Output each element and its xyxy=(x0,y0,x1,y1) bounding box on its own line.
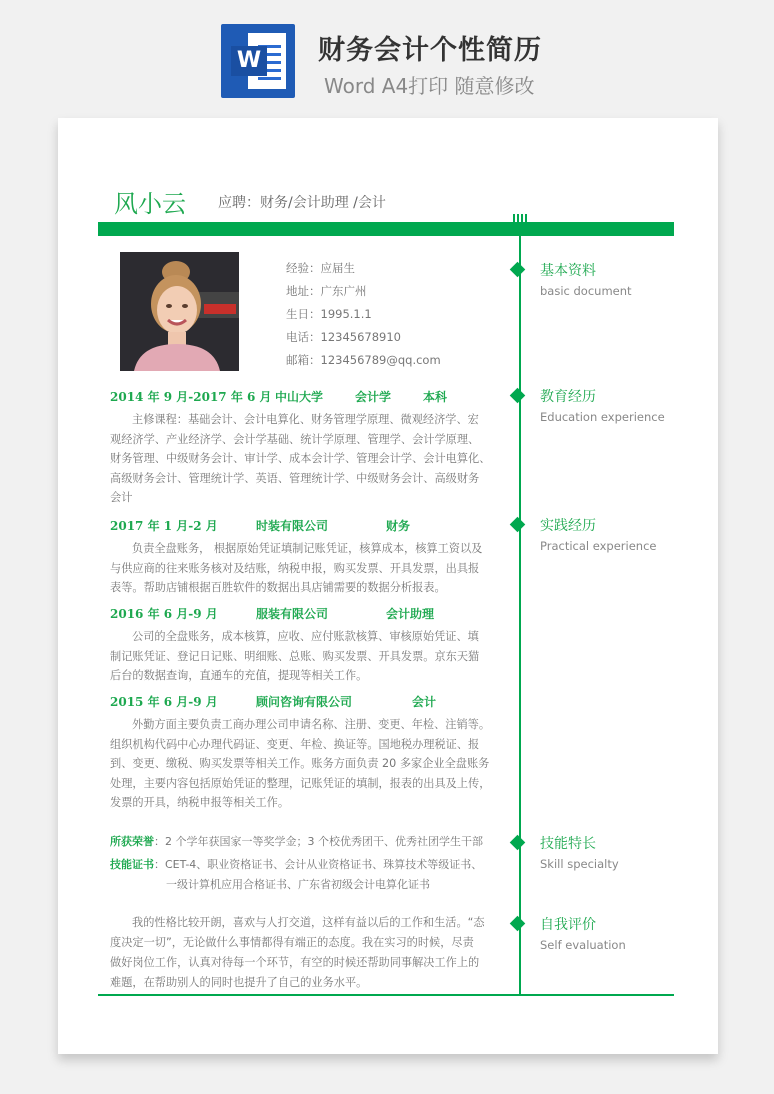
diamond-marker-icon xyxy=(510,916,526,932)
portrait-photo xyxy=(120,252,239,371)
section-subtitle: Self evaluation xyxy=(540,938,626,952)
word-letter: W xyxy=(231,46,267,76)
bar-tick-marks xyxy=(513,214,527,222)
job-role: 会计 xyxy=(412,695,437,709)
job-description: 负责全盘账务， 根据原始凭证填制记账凭证，核算成本，核算工资以及 与供应商的往来账务核对及结账，纳税申报，购买发票、开具发票，出具报 表等。帮助店铺根据百胜软件的数据出具店铺需要的数据分析报表。 xyxy=(110,542,483,594)
word-document-icon xyxy=(221,24,295,98)
certs-line-2: 一级计算机应用合格证书、广东省初级会计电算化证书 xyxy=(166,878,430,891)
certs-line xyxy=(110,856,482,872)
job-company: 时装有限公司 xyxy=(256,519,329,533)
portrait-photo-icon xyxy=(120,252,239,371)
self-evaluation-text: 我的性格比较开朗，喜欢与人打交道，这样有益以后的工作和生活。“态 度决定一切”，无论做什么事情都得有端正的态度。我在实习的时候，尽责 做好岗位工作，认真对待每一个环节，有空的时候还帮助同事解决工作上的 难题，在帮助别人的同时也提升了自己的业务水平。 xyxy=(110,916,485,989)
honors-line xyxy=(110,833,483,849)
candidate-name: 风小云 xyxy=(114,190,186,218)
certs-text: ：CET-4、职业资格证书、会计从业资格证书、珠算技术等级证书、 xyxy=(154,858,483,871)
info-phone: 电话：12345678910 xyxy=(286,330,401,344)
header-banner xyxy=(0,0,774,118)
honors-text: ：2 个学年获国家一等奖学金；3 个校优秀团干、优秀社团学生干部 xyxy=(154,835,483,848)
job-description: 公司的全盘账务，成本核算，应收、应付账款核算、审核原始凭证、填 制记账凭证、登记日记账、明细账、总账、购买发票、开具发票。京东天猫 后台的数据查询，直通车的充值，提现等相关工作。 xyxy=(110,630,480,682)
education-period: 2014 年 9 月-2017 年 6 月 xyxy=(110,390,272,404)
job-period: 2016 年 6 月-9 月 xyxy=(110,607,218,621)
education-courses: 主修课程：基础会计、会计电算化、财务管理学原理、微观经济学、宏 观经济学、产业经济学、会计学基础、统计学原理、管理学、会计学原理、 财务管理、中级财务会计、审计学、成本会计学、管理会计学、会计电算化、 高级财务会计、管理统计学、英语、管理统计学、中级财务会计、高级财务 会计 xyxy=(110,413,491,504)
section-subtitle: basic document xyxy=(540,284,632,298)
job-company: 服装有限公司 xyxy=(256,607,329,621)
certs-label: 技能证书 xyxy=(110,858,154,871)
job-role: 会计助理 xyxy=(386,607,435,621)
job-period: 2015 年 6 月-9 月 xyxy=(110,695,218,709)
education-major: 会计学 xyxy=(355,390,392,404)
diamond-marker-icon xyxy=(510,517,526,533)
section-title: 自我评价 xyxy=(540,917,596,933)
applied-position: 应聘：财务/会计助理 /会计 xyxy=(218,195,386,211)
education-degree: 本科 xyxy=(423,390,448,404)
section-title: 技能特长 xyxy=(540,836,596,852)
section-subtitle: Education experience xyxy=(540,410,665,424)
info-email: 邮箱：123456789@qq.com xyxy=(286,353,441,367)
section-subtitle: Practical experience xyxy=(540,539,657,553)
resume-page xyxy=(58,118,718,1054)
job-description: 外勤方面主要负责工商办理公司申请名称、注册、变更、年检、注销等。 组织机构代码中心办理代码证、变更、年检、换证等。国地税办理税证、报 到、变更、缴税、购买发票等相关工作。账务方面负责 20 多家企业全盘账务 处理，主要内容包括原始凭证的整理，记账凭证的填制，报表的出具及上传， 发票的开具，纳税申报等相关工作。 xyxy=(110,718,491,809)
job-company: 顾问咨询有限公司 xyxy=(256,695,353,709)
section-subtitle: Skill specialty xyxy=(540,857,619,871)
diamond-marker-icon xyxy=(510,262,526,278)
job-role: 财务 xyxy=(386,519,411,533)
job-period: 2017 年 1 月-2 月 xyxy=(110,519,218,533)
footer-green-line xyxy=(98,994,674,996)
banner-title: 财务会计个性简历 xyxy=(318,35,542,66)
honors-label: 所获荣誉 xyxy=(110,835,154,848)
info-address: 地址：广东广州 xyxy=(286,284,367,298)
section-title: 教育经历 xyxy=(540,389,596,405)
banner-subtitle: Word A4打印 随意修改 xyxy=(324,74,535,98)
header-green-bar xyxy=(98,222,674,236)
info-experience: 经验：应届生 xyxy=(286,261,355,275)
education-school: 中山大学 xyxy=(275,390,324,404)
section-title: 实践经历 xyxy=(540,518,596,534)
info-birthday: 生日：1995.1.1 xyxy=(286,307,372,321)
timeline-vertical-line xyxy=(519,236,521,994)
diamond-marker-icon xyxy=(510,388,526,404)
diamond-marker-icon xyxy=(510,835,526,851)
section-title: 基本资料 xyxy=(540,263,596,279)
